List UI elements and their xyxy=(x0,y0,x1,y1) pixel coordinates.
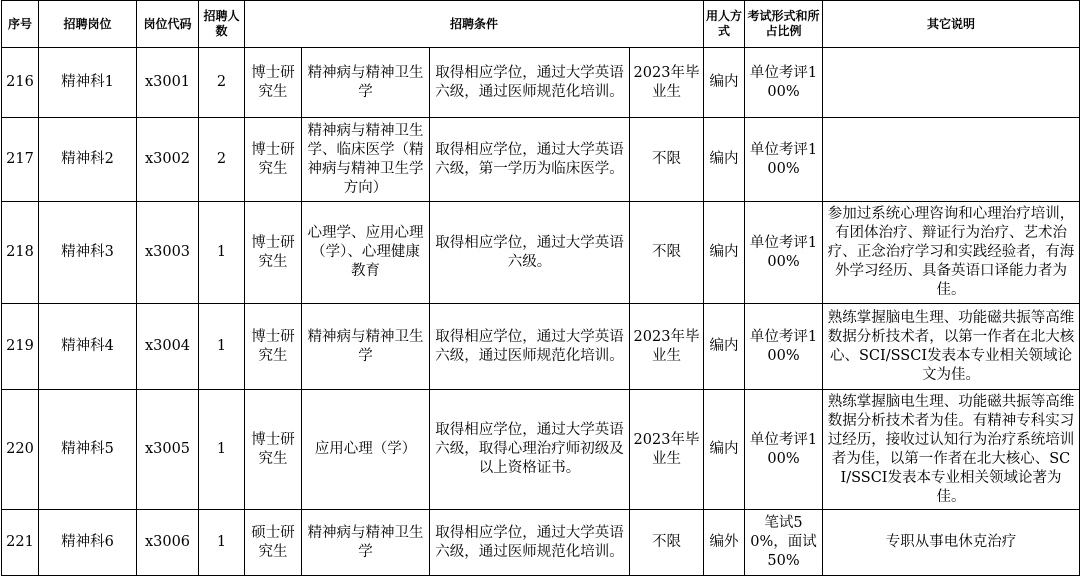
header-count: 招聘人数 xyxy=(199,1,245,48)
cell-major: 应用心理（学） xyxy=(302,390,430,510)
cell-degree: 博士研究生 xyxy=(245,202,302,304)
cell-employment: 编内 xyxy=(704,48,745,118)
cell-seq: 221 xyxy=(2,510,39,576)
header-seq: 序号 xyxy=(2,1,39,48)
cell-code: x3003 xyxy=(137,202,199,304)
table-row xyxy=(2,118,1080,202)
cell-seq: 219 xyxy=(2,304,39,390)
cell-requirement: 取得相应学位，通过大学英语六级，取得心理治疗师初级及以上资格证书。 xyxy=(430,390,630,510)
cell-notes: 专职从事电休克治疗 xyxy=(823,510,1080,576)
header-row xyxy=(2,1,1080,48)
cell-graduation: 2023年毕业生 xyxy=(630,48,704,118)
cell-degree: 博士研究生 xyxy=(245,304,302,390)
cell-seq: 220 xyxy=(2,390,39,510)
cell-position: 精神科6 xyxy=(39,510,137,576)
header-position: 招聘岗位 xyxy=(39,1,137,48)
cell-seq: 218 xyxy=(2,202,39,304)
cell-seq: 216 xyxy=(2,48,39,118)
cell-major: 精神病与精神卫生学、临床医学（精神病与精神卫生学方向） xyxy=(302,118,430,202)
table-row xyxy=(2,510,1080,576)
cell-requirement: 取得相应学位，通过大学英语六级，第一学历为临床医学。 xyxy=(430,118,630,202)
cell-degree: 博士研究生 xyxy=(245,48,302,118)
cell-count: 1 xyxy=(199,304,245,390)
cell-major: 精神病与精神卫生学 xyxy=(302,48,430,118)
cell-graduation: 2023年毕业生 xyxy=(630,390,704,510)
cell-employment: 编内 xyxy=(704,304,745,390)
recruitment-table xyxy=(1,0,1080,576)
cell-graduation: 2023年毕业生 xyxy=(630,304,704,390)
table-row xyxy=(2,48,1080,118)
cell-count: 2 xyxy=(199,48,245,118)
cell-degree: 博士研究生 xyxy=(245,118,302,202)
cell-position: 精神科3 xyxy=(39,202,137,304)
cell-exam: 笔试50%，面试50% xyxy=(745,510,823,576)
cell-count: 1 xyxy=(199,510,245,576)
cell-position: 精神科4 xyxy=(39,304,137,390)
cell-notes: 熟练掌握脑电生理、功能磁共振等高维数据分析技术者，以第一作者在北大核心、SCI/SSCI发表本专业相关领域论文为佳。 xyxy=(823,304,1080,390)
table-row xyxy=(2,390,1080,510)
cell-degree: 博士研究生 xyxy=(245,390,302,510)
header-employment: 用人方式 xyxy=(704,1,745,48)
cell-exam: 单位考评100% xyxy=(745,390,823,510)
cell-employment: 编内 xyxy=(704,390,745,510)
header-notes: 其它说明 xyxy=(823,1,1080,48)
cell-exam: 单位考评100% xyxy=(745,202,823,304)
cell-employment: 编外 xyxy=(704,510,745,576)
cell-code: x3001 xyxy=(137,48,199,118)
cell-degree: 硕士研究生 xyxy=(245,510,302,576)
cell-position: 精神科1 xyxy=(39,48,137,118)
cell-count: 2 xyxy=(199,118,245,202)
cell-major: 精神病与精神卫生学 xyxy=(302,304,430,390)
cell-major: 精神病与精神卫生学 xyxy=(302,510,430,576)
header-conditions: 招聘条件 xyxy=(245,1,704,48)
cell-code: x3004 xyxy=(137,304,199,390)
cell-requirement: 取得相应学位，通过大学英语六级，通过医师规范化培训。 xyxy=(430,510,630,576)
cell-requirement: 取得相应学位，通过大学英语六级，通过医师规范化培训。 xyxy=(430,48,630,118)
cell-exam: 单位考评100% xyxy=(745,118,823,202)
cell-graduation: 不限 xyxy=(630,510,704,576)
cell-employment: 编内 xyxy=(704,202,745,304)
cell-count: 1 xyxy=(199,390,245,510)
cell-graduation: 不限 xyxy=(630,118,704,202)
header-code: 岗位代码 xyxy=(137,1,199,48)
cell-notes: 熟练掌握脑电生理、功能磁共振等高维数据分析技术者为佳。有精神专科实习过经历，接收过认知行为治疗系统培训者为佳，以第一作者在北大核心、SCI/SSCI发表本专业相关领域论著为佳。 xyxy=(823,390,1080,510)
cell-code: x3006 xyxy=(137,510,199,576)
header-exam: 考试形式和所占比例 xyxy=(745,1,823,48)
table-row xyxy=(2,304,1080,390)
cell-exam: 单位考评100% xyxy=(745,48,823,118)
cell-graduation: 不限 xyxy=(630,202,704,304)
cell-code: x3002 xyxy=(137,118,199,202)
cell-requirement: 取得相应学位，通过大学英语六级，通过医师规范化培训。 xyxy=(430,304,630,390)
cell-requirement: 取得相应学位，通过大学英语六级。 xyxy=(430,202,630,304)
cell-exam: 单位考评100% xyxy=(745,304,823,390)
cell-notes xyxy=(823,118,1080,202)
cell-position: 精神科2 xyxy=(39,118,137,202)
cell-notes: 参加过系统心理咨询和心理治疗培训，有团体治疗、辩证行为治疗、艺术治疗、正念治疗学习和实践经验者，有海外学习经历、具备英语口译能力者为佳。 xyxy=(823,202,1080,304)
cell-notes xyxy=(823,48,1080,118)
cell-position: 精神科5 xyxy=(39,390,137,510)
cell-code: x3005 xyxy=(137,390,199,510)
cell-employment: 编内 xyxy=(704,118,745,202)
cell-count: 1 xyxy=(199,202,245,304)
cell-major: 心理学、应用心理（学）、心理健康教育 xyxy=(302,202,430,304)
cell-seq: 217 xyxy=(2,118,39,202)
table-row xyxy=(2,202,1080,304)
